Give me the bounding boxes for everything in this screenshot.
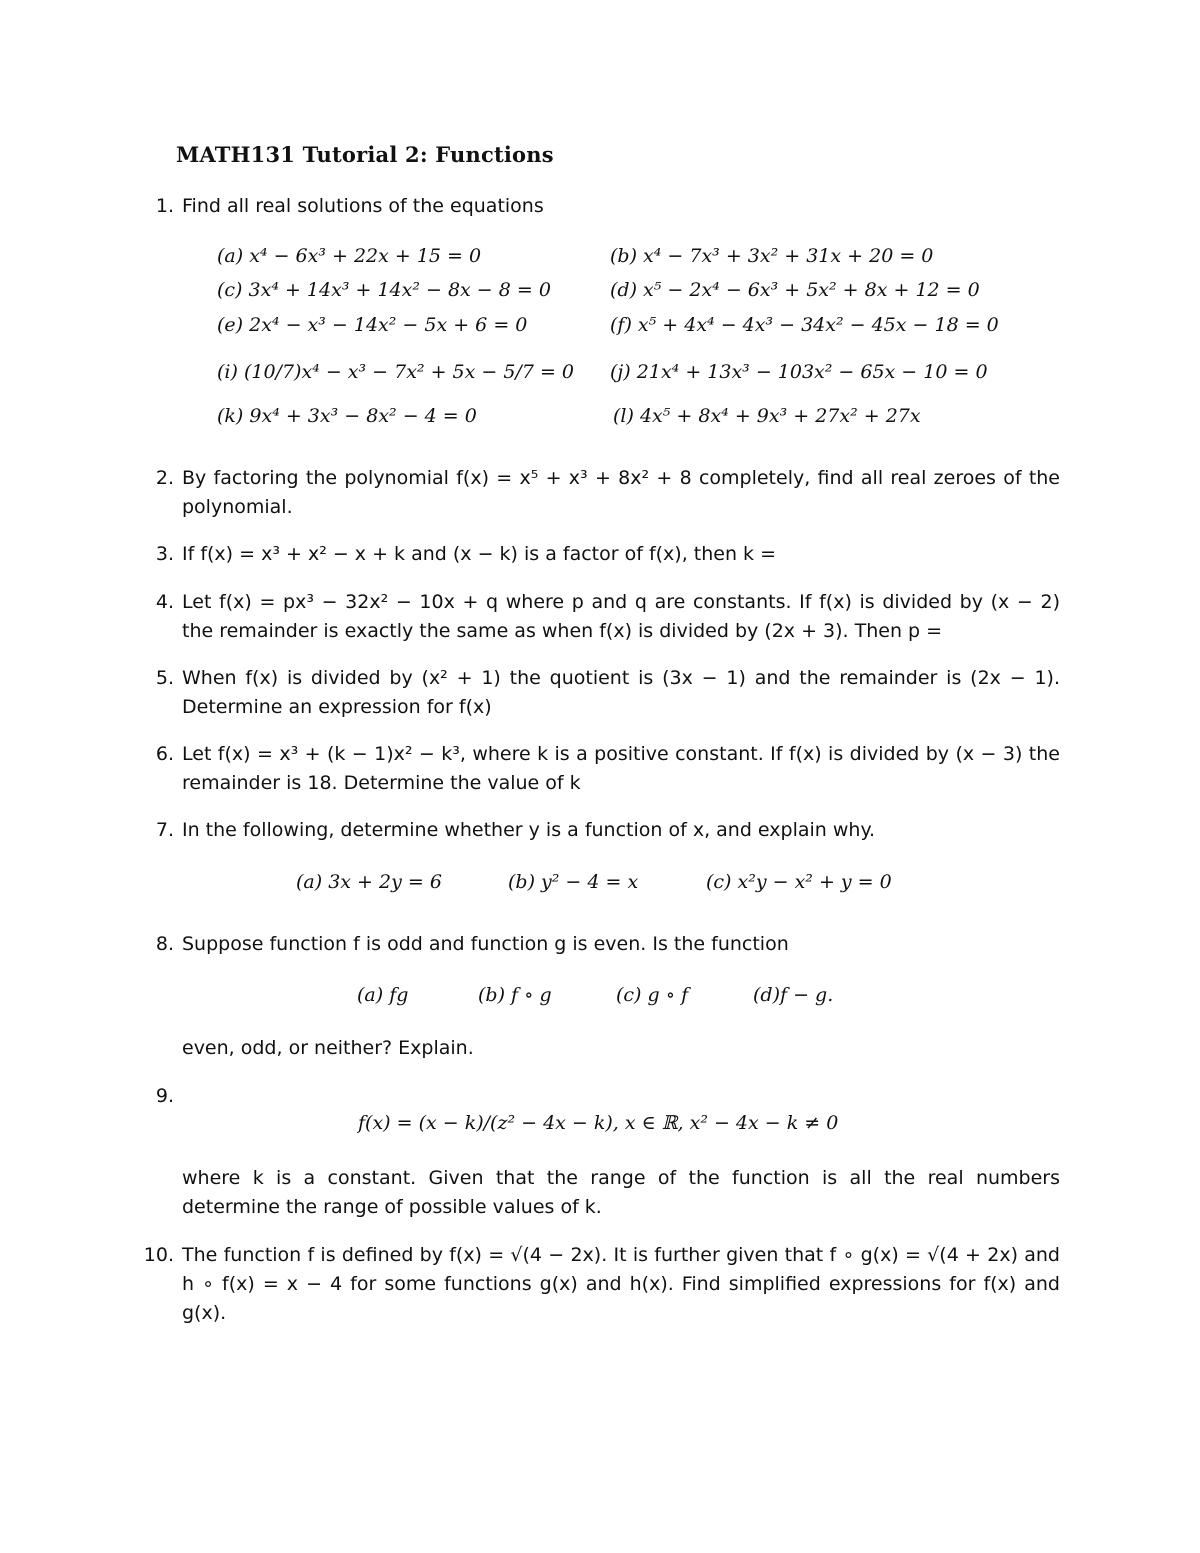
question-4	[155, 588, 1060, 646]
question-number: 8.	[155, 933, 174, 955]
q8-item-d: (d)f − g.	[753, 984, 834, 1006]
question-8	[155, 930, 1060, 959]
q7-item-c: (c) x²y − x² + y = 0	[706, 871, 892, 893]
question-7	[155, 816, 1060, 845]
question-text: Find all real solutions of the equations	[182, 195, 544, 217]
question-text: Let f(x) = px³ − 32x² − 10x + q where p and q are constants. If f(x) is divided by (x − 2) the remainder is exactly the same as when f(x) is divided by (2x + 3). Then p =	[182, 591, 1060, 642]
equation-e: (e) 2x⁴ − x³ − 14x² − 5x + 6 = 0	[217, 314, 528, 336]
question-5	[155, 664, 1060, 722]
equation-k: (k) 9x⁴ + 3x³ − 8x² − 4 = 0	[217, 405, 477, 427]
question-text: In the following, determine whether y is a function of x, and explain why.	[182, 819, 876, 841]
question-text: The function f is defined by f(x) = √(4 − 2x). It is further given that f ∘ g(x) = √(4 + 2x) and h ∘ f(x) = x − 4 for some functions g(x) and h(x). Find simplified expressions for f(x) and g(x).	[182, 1244, 1060, 1324]
equation-j: (j) 21x⁴ + 13x³ − 103x² − 65x − 10 = 0	[610, 361, 988, 383]
q9-display-equation: f(x) = (x − k)/(z² − 4x − k), x ∈ ℝ, x² − 4x − k ≠ 0	[358, 1112, 839, 1134]
question-number: 9.	[155, 1085, 174, 1107]
q8-item-a: (a) fg	[357, 984, 409, 1006]
question-number: 3.	[155, 543, 174, 565]
question-text: where k is a constant. Given that the range of the function is all the real numbers determine the range of possible values of k.	[182, 1167, 1060, 1218]
equation-f: (f) x⁵ + 4x⁴ − 4x³ − 34x² − 45x − 18 = 0	[610, 314, 999, 336]
question-text: When f(x) is divided by (x² + 1) the quotient is (3x − 1) and the remainder is (2x − 1). Determine an expression for f(x)	[182, 667, 1060, 718]
page-title: MATH131 Tutorial 2: Functions	[176, 142, 554, 167]
q7-item-b: (b) y² − 4 = x	[508, 871, 639, 893]
equation-b: (b) x⁴ − 7x³ + 3x² + 31x + 20 = 0	[610, 245, 934, 267]
question-2	[155, 464, 1060, 522]
q8-item-b: (b) f ∘ g	[478, 984, 552, 1006]
question-text: even, odd, or neither? Explain.	[182, 1037, 474, 1059]
q7-item-a: (a) 3x + 2y = 6	[296, 871, 442, 893]
question-9-text	[182, 1164, 1060, 1222]
equation-i: (i) (10/7)x⁴ − x³ − 7x² + 5x − 5/7 = 0	[217, 361, 574, 383]
question-text: Let f(x) = x³ + (k − 1)x² − k³, where k is a positive constant. If f(x) is divided by (x − 3) the remainder is 18. Determine the value of k	[182, 743, 1060, 794]
question-number: 1.	[155, 195, 174, 217]
equation-d: (d) x⁵ − 2x⁴ − 6x³ + 5x² + 8x + 12 = 0	[610, 279, 980, 301]
equation-l: (l) 4x⁵ + 8x⁴ + 9x³ + 27x² + 27x	[613, 405, 921, 427]
q8-item-c: (c) g ∘ f	[616, 984, 689, 1006]
question-number: 10.	[143, 1244, 174, 1266]
question-number: 2.	[155, 467, 174, 489]
question-number: 4.	[155, 591, 174, 613]
question-10	[143, 1241, 1060, 1328]
q8-followup	[182, 1034, 1060, 1063]
question-1	[155, 192, 1060, 221]
question-number: 5.	[155, 667, 174, 689]
question-text: If f(x) = x³ + x² − x + k and (x − k) is a factor of f(x), then k =	[182, 543, 777, 565]
equation-c: (c) 3x⁴ + 14x³ + 14x² − 8x − 8 = 0	[217, 279, 551, 301]
question-text: By factoring the polynomial f(x) = x⁵ + x³ + 8x² + 8 completely, find all real zeroes of the polynomial.	[182, 467, 1060, 518]
equation-a: (a) x⁴ − 6x³ + 22x + 15 = 0	[217, 245, 482, 267]
question-3	[155, 540, 1060, 569]
question-number: 7.	[155, 819, 174, 841]
question-6	[155, 740, 1060, 798]
question-number: 6.	[155, 743, 174, 765]
question-text: Suppose function f is odd and function g is even. Is the function	[182, 933, 789, 955]
